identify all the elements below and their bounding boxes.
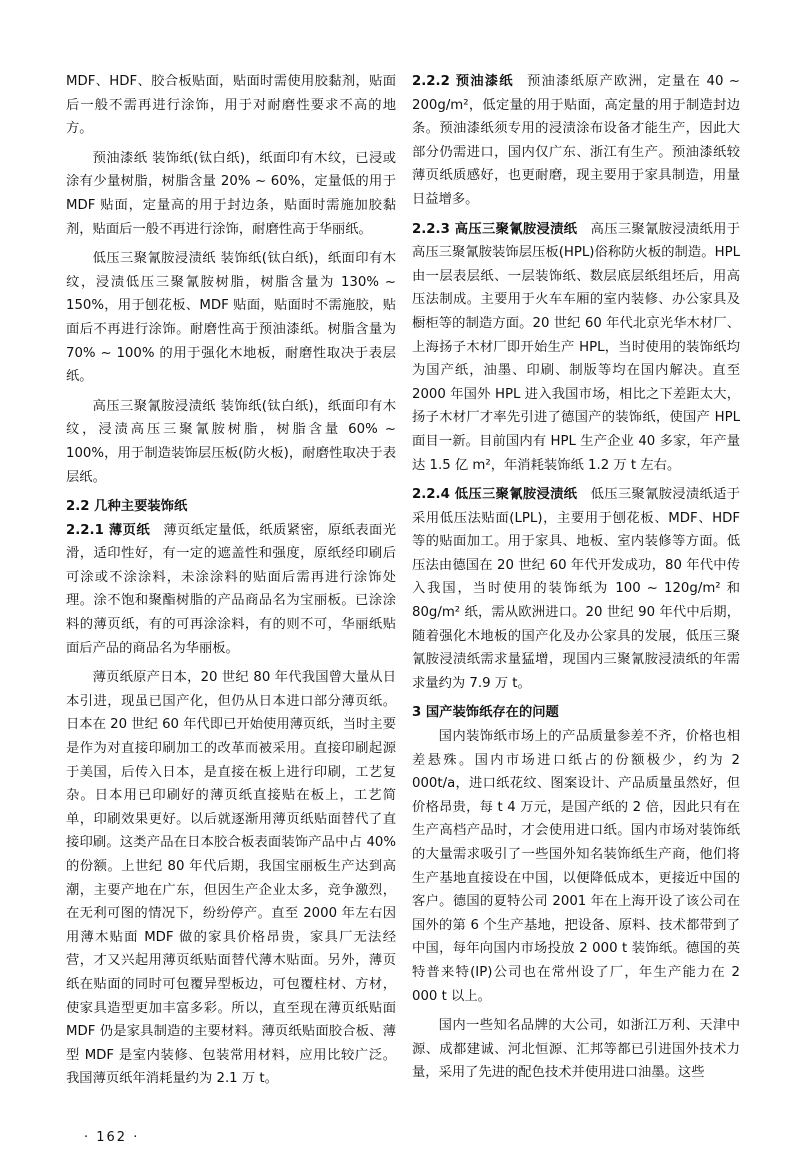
paragraph-continued: MDF、HDF、胶合板贴面，贴面时需使用胶黏剂，贴面后一般不需再进行涂饰，用于对耐磨性要求不高的地方。 <box>66 74 396 137</box>
subsection-heading-2-2-1: 2.2.1 薄页纸 <box>66 522 151 538</box>
subsection-body-2-2-4: 低压三聚氰胺浸渍纸适于采用低压法贴面(LPL)，主要用于刨花板、MDF、HDF 等的贴面加工。用于家具、地板、室内装修等方面。低压法由德国在 20 世纪 60 年代开发成功，80 年代中传入我国，当时使用的装饰纸为 100 ~ 120g/m² 和 80g/m² 纸，需从欧洲进口。20 世纪 90 年代中后期，随着强化木地板的国产化及办公家具的发展，低压三聚氰胺浸渍纸需求量猛增，现国内三聚氰胺浸渍纸的年需求量约为 7.9 万 t。 <box>412 487 740 691</box>
section-heading-2-2: 2.2 几种主要装饰纸 <box>66 499 188 515</box>
paragraph-low-pressure-melamine: 低压三聚氰胺浸渍纸 装饰纸(钛白纸)，纸面印有木纹，浸渍低压三聚氰胺树脂，树脂含量为 130% ~ 150%，用于刨花板、MDF 贴面，贴面时不需施胶，贴面后不再进行涂饰。耐磨性高于预油漆纸。树脂含量为 70% ~ 100% 的用于强化木地板，耐磨性取决于表层纸。 <box>66 251 396 385</box>
section-heading-3: 3 国产装饰纸存在的问题 <box>412 705 559 721</box>
paragraph-thin-paper-history: 薄页纸原产日本，20 世纪 80 年代我国曾大量从日本引进，现虽已国产化，但仍从日本进口部分薄页纸。日本在 20 世纪 60 年代即已开始使用薄页纸，当时主要是作为对直接印刷加工的改革而被采用。直接印刷起源于美国，后传入日本，是直接在板上进行印刷，工艺复杂。日本用已印刷好的薄页纸直接贴在板上，工艺简单，印刷效果更好。以后就逐渐用薄页纸贴面替代了直接印刷。这类产品在日本胶合板表面装饰产品中占 40% 的份额。上世纪 80 年代后期，我国宝丽板生产达到高潮，主要产地在广东，但因生产企业太多，竞争激烈，在无利可图的情况下，纷纷停产。直至 2000 年左右因用薄木贴面 MDF 做的家具价格昂贵，家具厂无法经营，才又兴起用薄页纸贴面替代薄木贴面。另外，薄页纸在贴面的同时可包覆异型板边，可包覆柱材、方材，使家具造型更加丰富多彩。所以，直至现在薄页纸贴面 MDF 仍是家具制造的主要材料。薄页纸贴面胶合板、薄型 MDF 是室内装修、包装常用材料，应用比较广泛。我国薄页纸年消耗量约为 2.1 万 t。 <box>66 670 396 1087</box>
page-number: · 162 · <box>84 1130 140 1145</box>
paragraph-market-quality: 国内装饰纸市场上的产品质量参差不齐，价格也相差悬殊。国内市场进口纸占的份额极少，约为 2 000t/a，进口纸花纹、图案设计、产品质量虽然好，但价格昂贵，每 t 4 万元，是国产纸的 2 倍，因此只有在生产高档产品时，才会使用进口纸。国内市场对装饰纸的大量需求吸引了一些国外知名装饰纸生产商，他们将生产基地直接设在中国，以便降低成本，更接近中国的客户。德国的夏特公司 2001 年在上海开设了该公司在国外的第 6 个生产基地，把设备、原料、技术都带到了中国，每年向国内市场投放 2 000 t 装饰纸。德国的英特普来特(IP)公司也在常州设了厂，年生产能力在 2 000 t 以上。 <box>412 729 740 1004</box>
subsection-2-2-2 <box>412 70 740 212</box>
subsection-2-2-1 <box>66 519 396 661</box>
subsection-heading-2-2-3: 2.2.3 高压三聚氰胺浸渍纸 <box>412 221 578 237</box>
right-column <box>412 70 740 1091</box>
subsection-2-2-4 <box>412 483 740 695</box>
paragraph-high-pressure-melamine: 高压三聚氰胺浸渍纸 装饰纸(钛白纸)，纸面印有木纹，浸渍高压三聚氰胺树脂，树脂含量 60% ~ 100%，用于制造装饰层压板(防火板)，耐磨性取决于表层纸。 <box>66 398 396 485</box>
subsection-heading-2-2-4: 2.2.4 低压三聚氰胺浸渍纸 <box>412 487 578 503</box>
paragraph-domestic-companies: 国内一些知名品牌的大公司，如浙江万利、天津中源、成都建诚、河北恒源、汇邦等都已引进国外技术力量，采用了先进的配色技术并使用进口油墨。这些 <box>412 1018 740 1081</box>
subsection-body-2-2-1: 薄页纸定量低，纸质紧密，原纸表面光滑，适印性好，有一定的遮盖性和强度，原纸经印刷后可涂或不涂涂料，未涂涂料的贴面后需再进行涂饰处理。涂不饱和聚酯树脂的产品商品名为宝丽板。已涂涂料的薄页纸，有的可再涂涂料，有的则不可，华丽纸贴面后产品的商品名为华丽板。 <box>66 522 397 656</box>
subsection-body-2-2-3: 高压三聚氰胺浸渍纸用于高压三聚氰胺装饰层压板(HPL)俗称防火板的制造。HPL 由一层表层纸、一层装饰纸、数层底层纸组坯后，用高压法制成。主要用于火车车厢的室内装修、办公家具及橱柜等的制造方面。20 世纪 60 年代北京光华木材厂、上海扬子木材厂即开始生产 HPL，当时使用的装饰纸均为国产纸，油墨、印刷、制版等均在国内解决。直至 2000 年国外 HPL 进入我国市场，相比之下差距太大，扬子木材厂才率先引进了德国产的装饰纸，使国产 HPL 面目一新。目前国内有 HPL 生产企业 40 多家，年产量达 1.5 亿 m²，年消耗装饰纸 1.2 万 t 左右。 <box>412 221 740 473</box>
subsection-body-2-2-2: 预油漆纸原产欧洲，定量在 40 ~ 200g/m²，低定量的用于贴面，高定量的用于制造封边条。预油漆纸须专用的浸渍涂布设备才能生产，因此大部分仍需进口，国内仅广东、浙江有生产。预油漆纸较薄页纸质感好，也更耐磨，现主要用于家具制造，用量日益增多。 <box>412 74 740 207</box>
left-column <box>66 70 396 1097</box>
paragraph-pre-painted-paper: 预油漆纸 装饰纸(钛白纸)，纸面印有木纹，已浸或涂有少量树脂，树脂含量 20% ~ 60%，定量低的用于 MDF 贴面，定量高的用于封边条，贴面时需施加胶黏剂，贴面后一般不再进行涂饰，耐磨性高于华丽纸。 <box>66 150 396 237</box>
subsection-2-2-3 <box>412 218 740 478</box>
subsection-heading-2-2-2: 2.2.2 预油漆纸 <box>412 74 514 89</box>
